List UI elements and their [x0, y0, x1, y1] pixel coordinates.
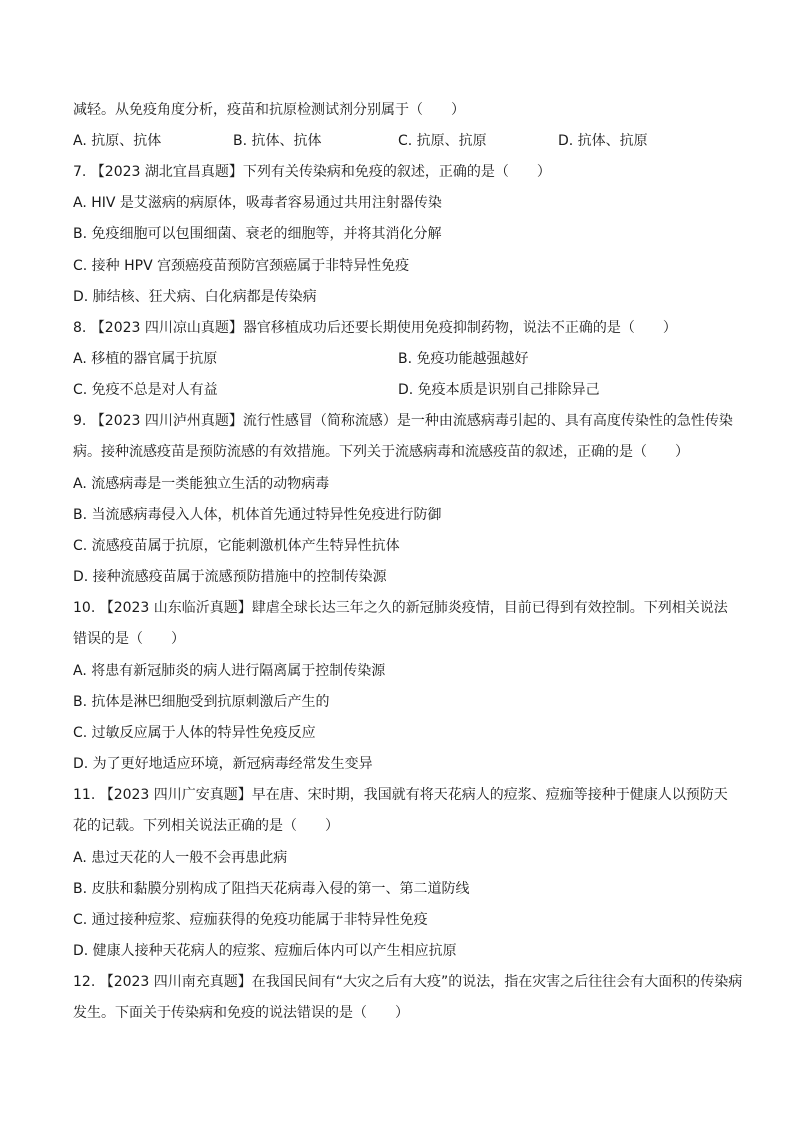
q8-option-b: B. 免疫功能越强越好 [398, 351, 529, 367]
intro-option-a: A. 抗原、抗体 [73, 133, 162, 149]
q8-option-a: A. 移植的器官属于抗原 [73, 351, 218, 367]
q10-option-d: D. 为了更好地适应环境，新冠病毒经常发生变异 [73, 756, 373, 772]
q11-option-d: D. 健康人接种天花病人的痘浆、痘痂后体内可以产生相应抗原 [73, 943, 457, 959]
q9-option-d: D. 接种流感疫苗属于流感预防措施中的控制传染源 [73, 569, 387, 585]
intro-option-b: B. 抗体、抗体 [233, 133, 322, 149]
q8-option-c: C. 免疫不总是对人有益 [73, 382, 218, 398]
q9-option-c: C. 流感疫苗属于抗原，它能刺激机体产生特异性抗体 [73, 538, 400, 554]
intro-option-c: C. 抗原、抗原 [398, 133, 487, 149]
q9-option-b: B. 当流感病毒侵入人体，机体首先通过特异性免疫进行防御 [73, 507, 442, 523]
q7-option-c: C. 接种 HPV 宫颈癌疫苗预防宫颈癌属于非特异性免疫 [73, 258, 410, 274]
q10-option-b: B. 抗体是淋巴细胞受到抗原刺激后产生的 [73, 694, 330, 710]
q12-stem-line2: 发生。下面关于传染病和免疫的说法错误的是（ ） [73, 1005, 409, 1021]
q9-stem-line2: 病。接种流感疫苗是预防流感的有效措施。下列关于流感病毒和流感疫苗的叙述，正确的是（ ） [73, 444, 689, 460]
q8-stem: 8. 【2023 四川凉山真题】器官移植成功后还要长期使用免疫抑制药物，说法不正确的是（ ） [73, 320, 677, 336]
q11-option-c: C. 通过接种痘浆、痘痂获得的免疫功能属于非特异性免疫 [73, 912, 428, 928]
q9-option-a: A. 流感病毒是一类能独立生活的动物病毒 [73, 476, 330, 492]
q9-stem-line1: 9. 【2023 四川泸州真题】流行性感冒（简称流感）是一种由流感病毒引起的、具有高度传染性的急性传染 [73, 413, 733, 429]
q11-stem-line1: 11. 【2023 四川广安真题】早在唐、宋时期，我国就有将天花病人的痘浆、痘痂等接种于健康人以预防天 [73, 787, 728, 803]
q10-stem-line1: 10. 【2023 山东临沂真题】肆虐全球长达三年之久的新冠肺炎疫情，目前已得到有效控制。下列相关说法 [73, 600, 728, 616]
intro-option-d: D. 抗体、抗原 [558, 133, 648, 149]
q10-option-a: A. 将患有新冠肺炎的病人进行隔离属于控制传染源 [73, 663, 386, 679]
q11-stem-line2: 花的记载。下列相关说法正确的是（ ） [73, 818, 339, 834]
q10-stem-line2: 错误的是（ ） [73, 631, 185, 647]
q12-stem-line1: 12. 【2023 四川南充真题】在我国民间有“大灾之后有大疫”的说法，指在灾害之后往往会有大面积的传染病 [73, 974, 743, 990]
intro-line: 减轻。从免疫角度分析，疫苗和抗原检测试剂分别属于（ ） [73, 102, 465, 118]
q7-option-b: B. 免疫细胞可以包围细菌、衰老的细胞等，并将其消化分解 [73, 226, 442, 242]
q11-option-a: A. 患过天花的人一般不会再患此病 [73, 850, 288, 866]
q7-stem: 7. 【2023 湖北宜昌真题】下列有关传染病和免疫的叙述，正确的是（ ） [73, 164, 551, 180]
q8-option-d: D. 免疫本质是识别自己排除异己 [398, 382, 600, 398]
q10-option-c: C. 过敏反应属于人体的特异性免疫反应 [73, 725, 316, 741]
q7-option-a: A. HIV 是艾滋病的病原体，吸毒者容易通过共用注射器传染 [73, 195, 442, 211]
q11-option-b: B. 皮肤和黏膜分别构成了阻挡天花病毒入侵的第一、第二道防线 [73, 881, 470, 897]
q7-option-d: D. 肺结核、狂犬病、白化病都是传染病 [73, 289, 317, 305]
